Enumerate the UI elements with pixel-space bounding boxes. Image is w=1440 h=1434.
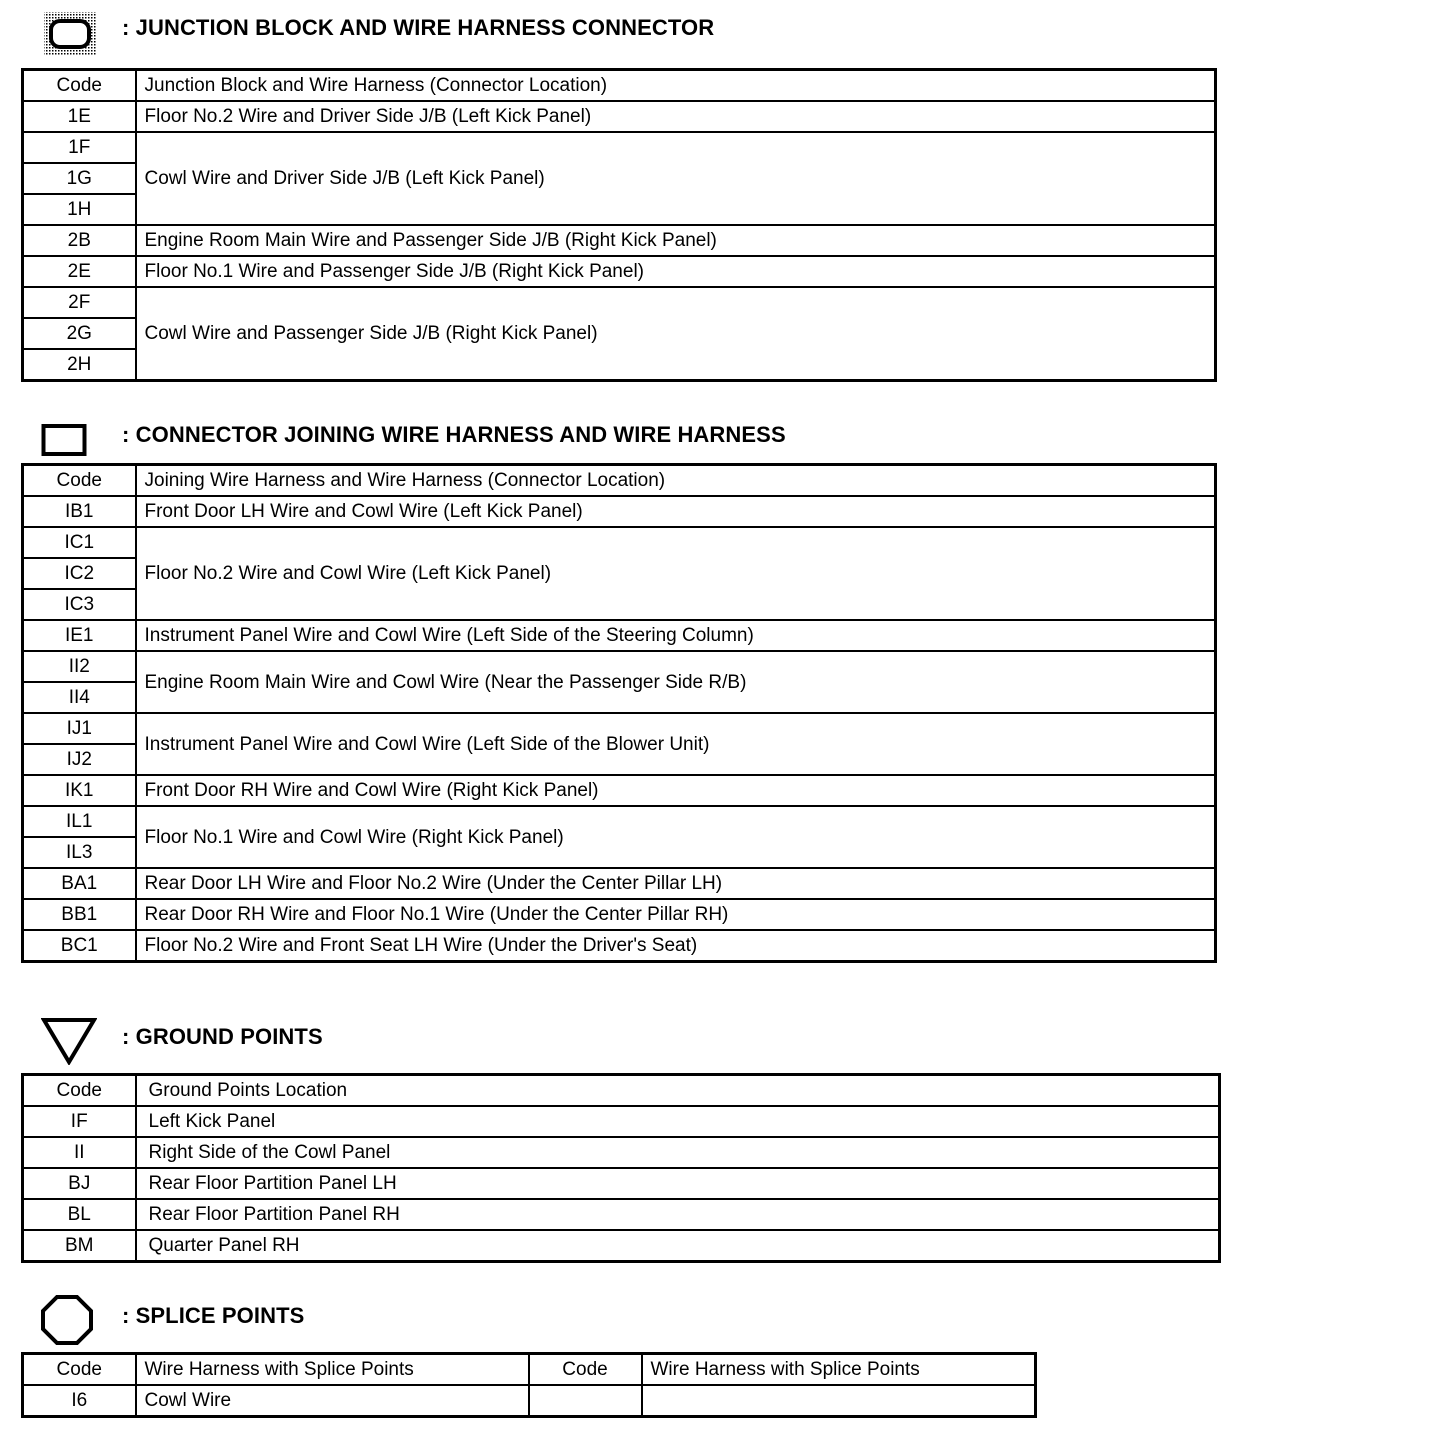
desc-cell: Engine Room Main Wire and Passenger Side J/B (Right Kick Panel) — [136, 225, 1216, 256]
header-code-cell: Code — [529, 1354, 642, 1386]
code-cell: BL — [23, 1199, 136, 1230]
desc-cell: Rear Door LH Wire and Floor No.2 Wire (Under the Center Pillar LH) — [136, 868, 1216, 899]
table-row — [23, 256, 1216, 287]
table-row — [23, 1106, 1220, 1137]
table-row — [23, 806, 1216, 837]
desc-cell: Floor No.1 Wire and Cowl Wire (Right Kick Panel) — [136, 806, 1216, 868]
table-row — [23, 1199, 1220, 1230]
code-cell: BA1 — [23, 868, 136, 899]
code-cell: BM — [23, 1230, 136, 1262]
desc-cell: Front Door LH Wire and Cowl Wire (Left Kick Panel) — [136, 496, 1216, 527]
table-row — [23, 132, 1216, 163]
code-cell: IL3 — [23, 837, 136, 868]
table-row — [23, 899, 1216, 930]
connector-symbol-icon — [41, 423, 87, 457]
desc-cell: Rear Door RH Wire and Floor No.1 Wire (Under the Center Pillar RH) — [136, 899, 1216, 930]
code-cell: 1E — [23, 101, 136, 132]
code-cell: IJ1 — [23, 713, 136, 744]
code-cell: IL1 — [23, 806, 136, 837]
desc-cell: Cowl Wire — [136, 1385, 529, 1417]
header-code-cell: Code — [23, 70, 136, 102]
table-row — [23, 713, 1216, 744]
desc-cell: Front Door RH Wire and Cowl Wire (Right Kick Panel) — [136, 775, 1216, 806]
code-cell: 2B — [23, 225, 136, 256]
code-cell — [529, 1385, 642, 1417]
code-cell: BB1 — [23, 899, 136, 930]
junction-header-row — [23, 70, 1216, 102]
desc-cell: Instrument Panel Wire and Cowl Wire (Left Side of the Steering Column) — [136, 620, 1216, 651]
desc-cell: Floor No.2 Wire and Driver Side J/B (Left Kick Panel) — [136, 101, 1216, 132]
desc-cell: Instrument Panel Wire and Cowl Wire (Left Side of the Blower Unit) — [136, 713, 1216, 775]
code-cell: 1H — [23, 194, 136, 225]
code-cell: 1F — [23, 132, 136, 163]
table-row — [23, 225, 1216, 256]
header-desc-cell: Junction Block and Wire Harness (Connector Location) — [136, 70, 1216, 102]
table-row — [23, 496, 1216, 527]
desc-cell: Left Kick Panel — [136, 1106, 1220, 1137]
desc-cell: Rear Floor Partition Panel LH — [136, 1168, 1220, 1199]
ground-triangle-icon — [41, 1017, 97, 1065]
code-cell: 2H — [23, 349, 136, 381]
table-row — [23, 620, 1216, 651]
desc-cell: Floor No.2 Wire and Cowl Wire (Left Kick Panel) — [136, 527, 1216, 620]
table-row — [23, 868, 1216, 899]
code-cell: IC2 — [23, 558, 136, 589]
desc-cell: Cowl Wire and Passenger Side J/B (Right Kick Panel) — [136, 287, 1216, 381]
splice-octagon-icon — [40, 1294, 94, 1346]
header-code-cell: Code — [23, 1075, 136, 1107]
header-desc-cell: Joining Wire Harness and Wire Harness (Connector Location) — [136, 465, 1216, 497]
ground-table — [21, 1073, 1221, 1263]
ground-section-title: : GROUND POINTS — [122, 1024, 323, 1049]
junction-table — [21, 68, 1217, 382]
table-row — [23, 1168, 1220, 1199]
desc-cell — [642, 1385, 1036, 1417]
header-desc-cell: Wire Harness with Splice Points — [136, 1354, 529, 1386]
junction-section-title: : JUNCTION BLOCK AND WIRE HARNESS CONNECTOR — [122, 15, 715, 40]
code-cell: BC1 — [23, 930, 136, 962]
splice-table — [21, 1352, 1037, 1418]
joining-section-title: : CONNECTOR JOINING WIRE HARNESS AND WIRE HARNESS — [122, 422, 786, 447]
table-row — [23, 775, 1216, 806]
code-cell: BJ — [23, 1168, 136, 1199]
junction-block-symbol-icon — [43, 11, 97, 57]
table-row — [23, 1230, 1220, 1262]
code-cell: II — [23, 1137, 136, 1168]
code-cell: 2E — [23, 256, 136, 287]
desc-cell: Rear Floor Partition Panel RH — [136, 1199, 1220, 1230]
table-row — [23, 287, 1216, 318]
code-cell: IJ2 — [23, 744, 136, 775]
code-cell: IK1 — [23, 775, 136, 806]
header-code-cell: Code — [23, 1354, 136, 1386]
header-code-cell: Code — [23, 465, 136, 497]
code-cell: 2G — [23, 318, 136, 349]
table-row — [23, 1385, 1036, 1417]
splice-header-row — [23, 1354, 1036, 1386]
code-cell: IF — [23, 1106, 136, 1137]
code-cell: IC1 — [23, 527, 136, 558]
table-row — [23, 930, 1216, 962]
table-row — [23, 1137, 1220, 1168]
code-cell: II4 — [23, 682, 136, 713]
code-cell: IB1 — [23, 496, 136, 527]
desc-cell: Quarter Panel RH — [136, 1230, 1220, 1262]
desc-cell: Right Side of the Cowl Panel — [136, 1137, 1220, 1168]
code-cell: IC3 — [23, 589, 136, 620]
table-row — [23, 101, 1216, 132]
table-row — [23, 651, 1216, 682]
ground-header-row — [23, 1075, 1220, 1107]
desc-cell: Engine Room Main Wire and Cowl Wire (Near the Passenger Side R/B) — [136, 651, 1216, 713]
desc-cell: Floor No.1 Wire and Passenger Side J/B (Right Kick Panel) — [136, 256, 1216, 287]
desc-cell: Cowl Wire and Driver Side J/B (Left Kick Panel) — [136, 132, 1216, 225]
code-cell: I6 — [23, 1385, 136, 1417]
code-cell: 1G — [23, 163, 136, 194]
joining-table — [21, 463, 1217, 963]
joining-header-row — [23, 465, 1216, 497]
code-cell: IE1 — [23, 620, 136, 651]
code-cell: 2F — [23, 287, 136, 318]
header-desc-cell: Ground Points Location — [136, 1075, 1220, 1107]
table-row — [23, 527, 1216, 558]
code-cell: II2 — [23, 651, 136, 682]
desc-cell: Floor No.2 Wire and Front Seat LH Wire (Under the Driver's Seat) — [136, 930, 1216, 962]
header-desc-cell: Wire Harness with Splice Points — [642, 1354, 1036, 1386]
splice-section-title: : SPLICE POINTS — [122, 1303, 305, 1328]
